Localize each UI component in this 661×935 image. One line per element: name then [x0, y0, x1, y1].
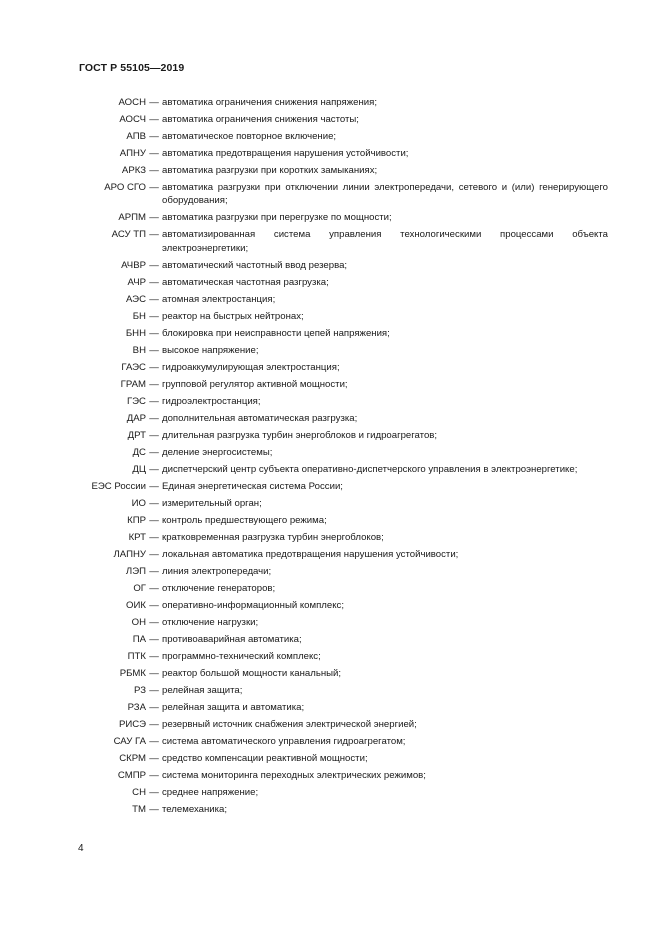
abbreviation-entry	[0, 582, 661, 595]
abbreviation-term: АРКЗ	[121, 165, 146, 176]
abbreviation-definition: реактор большой мощности канальный;	[162, 667, 342, 679]
abbreviation-definition: автоматика разгрузки при отключении линии электропередачи, сетевого и (или) генерирующего оборудования;	[162, 182, 608, 207]
abbreviation-term: КПР	[127, 514, 146, 526]
abbreviation-term: ОГ	[133, 582, 146, 594]
abbreviation-entry	[0, 310, 661, 323]
abbreviation-term: ПТК	[127, 650, 146, 662]
abbreviation-entry	[0, 701, 661, 714]
abbreviation-term: БНН	[125, 327, 146, 339]
em-dash: —	[149, 293, 159, 305]
em-dash: —	[149, 259, 159, 271]
abbreviation-entry	[0, 650, 661, 663]
abbreviation-entry	[0, 113, 661, 126]
em-dash: —	[149, 565, 159, 577]
abbreviation-definition: среднее напряжение;	[162, 786, 259, 798]
em-dash: —	[149, 344, 159, 356]
em-dash: —	[149, 616, 159, 628]
abbreviation-definition: автоматическое повторное включение;	[162, 131, 337, 142]
abbreviation-definition: автоматика ограничения снижения напряжения;	[162, 97, 377, 108]
abbreviation-term: РБМК	[119, 667, 146, 679]
em-dash: —	[149, 497, 159, 509]
abbreviation-definition: длительная разгрузка турбин энергоблоков и гидроагрегатов;	[162, 429, 438, 441]
abbreviation-definition: отключение генераторов;	[162, 582, 276, 594]
abbreviation-term: БН	[132, 310, 146, 322]
em-dash: —	[149, 514, 159, 526]
abbreviation-entry	[0, 211, 661, 224]
abbreviation-definition: локальная автоматика предотвращения нарушения устойчивости;	[162, 548, 459, 560]
abbreviation-entry	[0, 531, 661, 544]
em-dash: —	[149, 361, 159, 373]
abbreviation-definition: автоматизированная система управления технологическими процессами объекта электроэнергетики;	[162, 229, 608, 254]
abbreviation-entry	[0, 735, 661, 748]
abbreviation-entry	[0, 616, 661, 629]
abbreviation-entry	[0, 684, 661, 697]
abbreviation-term: ДРТ	[127, 429, 146, 441]
abbreviation-entry	[0, 164, 661, 177]
abbreviation-term: АПНУ	[119, 148, 146, 159]
abbreviation-term: ДС	[132, 446, 146, 458]
abbreviation-definition: программно-технический комплекс;	[162, 650, 321, 662]
em-dash: —	[149, 165, 159, 176]
abbreviation-term: АЧВР	[121, 259, 146, 271]
em-dash: —	[149, 786, 159, 798]
abbreviation-definition: блокировка при неисправности цепей напряжения;	[162, 327, 390, 339]
abbreviation-definition: автоматика разгрузки при перегрузке по мощности;	[162, 212, 392, 224]
em-dash: —	[149, 182, 159, 193]
abbreviation-entry	[0, 130, 661, 143]
abbreviation-term: СКРМ	[119, 752, 146, 764]
abbreviation-entry	[0, 181, 661, 208]
abbreviation-term: ТМ	[132, 803, 146, 815]
abbreviation-entry	[0, 667, 661, 680]
abbreviation-entry	[0, 548, 661, 561]
abbreviation-definition: дополнительная автоматическая разгрузка;	[162, 412, 358, 424]
abbreviation-term: ЕЭС России	[91, 480, 146, 492]
abbreviation-entry	[0, 259, 661, 272]
em-dash: —	[149, 667, 159, 679]
em-dash: —	[149, 599, 159, 611]
abbreviation-term: ЛАПНУ	[113, 548, 146, 560]
abbreviation-definition: средство компенсации реактивной мощности;	[162, 752, 368, 764]
abbreviation-entry	[0, 344, 661, 357]
abbreviation-term: ГЭС	[126, 395, 146, 407]
abbreviation-definition: релейная защита и автоматика;	[162, 701, 305, 713]
abbreviation-term: АОСН	[118, 97, 146, 108]
abbreviation-term: АЧР	[127, 276, 146, 288]
em-dash: —	[149, 327, 159, 339]
abbreviation-entry	[0, 293, 661, 306]
abbreviation-term: АРПМ	[118, 212, 146, 224]
abbreviation-term: СН	[132, 786, 146, 798]
abbreviation-definition: измерительный орган;	[162, 497, 262, 509]
em-dash: —	[149, 131, 159, 142]
em-dash: —	[149, 212, 159, 224]
em-dash: —	[149, 701, 159, 713]
abbreviation-definition: резервный источник снабжения электрической энергией;	[162, 718, 417, 730]
abbreviation-term: АПВ	[126, 131, 146, 142]
abbreviation-definition: автоматика ограничения снижения частоты;	[162, 114, 359, 125]
abbreviation-entry	[0, 429, 661, 442]
abbreviation-entry	[0, 599, 661, 612]
abbreviation-definition: диспетчерский центр субъекта оперативно-диспетчерского управления в электроэнергетике;	[162, 463, 578, 475]
em-dash: —	[149, 769, 159, 781]
abbreviation-term: ОН	[131, 616, 146, 628]
abbreviation-entry	[0, 412, 661, 425]
page-number: 4	[78, 843, 84, 854]
em-dash: —	[149, 718, 159, 730]
abbreviation-definition: автоматика предотвращения нарушения устойчивости;	[162, 148, 409, 159]
abbreviation-definition: телемеханика;	[162, 803, 228, 815]
abbreviation-definition: противоаварийная автоматика;	[162, 633, 302, 645]
abbreviation-entry	[0, 395, 661, 408]
abbreviation-term: ИО	[131, 497, 146, 509]
abbreviation-term: ПА	[132, 633, 146, 645]
em-dash: —	[149, 531, 159, 543]
abbreviation-entry	[0, 276, 661, 289]
abbreviation-definition: атомная электростанция;	[162, 293, 276, 305]
abbreviation-entry	[0, 96, 661, 109]
abbreviation-term: КРТ	[128, 531, 146, 543]
abbreviation-definition: высокое напряжение;	[162, 344, 259, 356]
em-dash: —	[149, 684, 159, 696]
abbreviation-definition: Единая энергетическая система России;	[162, 480, 343, 492]
em-dash: —	[149, 752, 159, 764]
abbreviation-term: САУ ГА	[113, 735, 146, 747]
abbreviation-definition: гидроэлектростанция;	[162, 395, 261, 407]
em-dash: —	[149, 310, 159, 322]
em-dash: —	[149, 395, 159, 407]
abbreviation-definition: реактор на быстрых нейтронах;	[162, 310, 304, 322]
abbreviation-term: РЗ	[134, 684, 146, 696]
em-dash: —	[149, 148, 159, 159]
em-dash: —	[149, 378, 159, 390]
abbreviation-definition: деление энергосистемы;	[162, 446, 273, 458]
document-header: ГОСТ Р 55105—2019	[79, 62, 185, 74]
abbreviation-term: АРО СГО	[104, 182, 146, 193]
abbreviation-term: ДЦ	[132, 463, 146, 475]
abbreviation-entry	[0, 633, 661, 646]
abbreviation-entry	[0, 480, 661, 493]
abbreviation-term: АСУ ТП	[111, 229, 146, 241]
abbreviation-term: АОСЧ	[119, 114, 146, 125]
abbreviations-list	[0, 96, 661, 820]
abbreviation-entry	[0, 769, 661, 782]
abbreviation-entry	[0, 497, 661, 510]
abbreviation-term: ГАЭС	[121, 361, 146, 373]
em-dash: —	[149, 650, 159, 662]
em-dash: —	[149, 229, 159, 241]
abbreviation-term: СМПР	[117, 769, 146, 781]
em-dash: —	[149, 548, 159, 560]
em-dash: —	[149, 803, 159, 815]
abbreviation-term: РИСЭ	[118, 718, 146, 730]
abbreviation-term: ЛЭП	[125, 565, 146, 577]
em-dash: —	[149, 633, 159, 645]
abbreviation-entry	[0, 361, 661, 374]
em-dash: —	[149, 114, 159, 125]
abbreviation-entry	[0, 786, 661, 799]
abbreviation-entry	[0, 463, 661, 476]
abbreviation-entry	[0, 803, 661, 816]
abbreviation-definition: автоматика разгрузки при коротких замыканиях;	[162, 165, 378, 176]
abbreviation-definition: оперативно-информационный комплекс;	[162, 599, 344, 611]
abbreviation-entry	[0, 228, 661, 255]
em-dash: —	[149, 480, 159, 492]
abbreviation-definition: контроль предшествующего режима;	[162, 514, 327, 526]
abbreviation-definition: система мониторинга переходных электрических режимов;	[162, 769, 426, 781]
abbreviation-term: АЭС	[125, 293, 146, 305]
em-dash: —	[149, 429, 159, 441]
abbreviation-entry	[0, 446, 661, 459]
abbreviation-definition: кратковременная разгрузка турбин энергоблоков;	[162, 531, 384, 543]
abbreviation-definition: автоматический частотный ввод резерва;	[162, 259, 348, 271]
abbreviation-term: ОИК	[126, 599, 146, 611]
abbreviation-term: ГРАМ	[120, 378, 146, 390]
em-dash: —	[149, 446, 159, 458]
em-dash: —	[149, 412, 159, 424]
abbreviation-entry	[0, 718, 661, 731]
abbreviation-term: ДАР	[126, 412, 146, 424]
abbreviation-definition: линия электропередачи;	[162, 565, 272, 577]
em-dash: —	[149, 463, 159, 475]
em-dash: —	[149, 735, 159, 747]
abbreviation-term: РЗА	[127, 701, 146, 713]
abbreviation-definition: отключение нагрузки;	[162, 616, 259, 628]
em-dash: —	[149, 97, 159, 108]
abbreviation-definition: система автоматического управления гидроагрегатом;	[162, 735, 406, 747]
abbreviation-definition: автоматическая частотная разгрузка;	[162, 276, 329, 288]
abbreviation-entry	[0, 378, 661, 391]
abbreviation-entry	[0, 514, 661, 527]
abbreviation-entry	[0, 327, 661, 340]
abbreviation-entry	[0, 752, 661, 765]
abbreviation-term: ВН	[132, 344, 146, 356]
em-dash: —	[149, 582, 159, 594]
abbreviation-definition: гидроаккумулирующая электростанция;	[162, 361, 340, 373]
abbreviation-entry	[0, 147, 661, 160]
abbreviation-definition: групповой регулятор активной мощности;	[162, 378, 348, 390]
em-dash: —	[149, 276, 159, 288]
abbreviation-definition: релейная защита;	[162, 684, 243, 696]
abbreviation-entry	[0, 565, 661, 578]
